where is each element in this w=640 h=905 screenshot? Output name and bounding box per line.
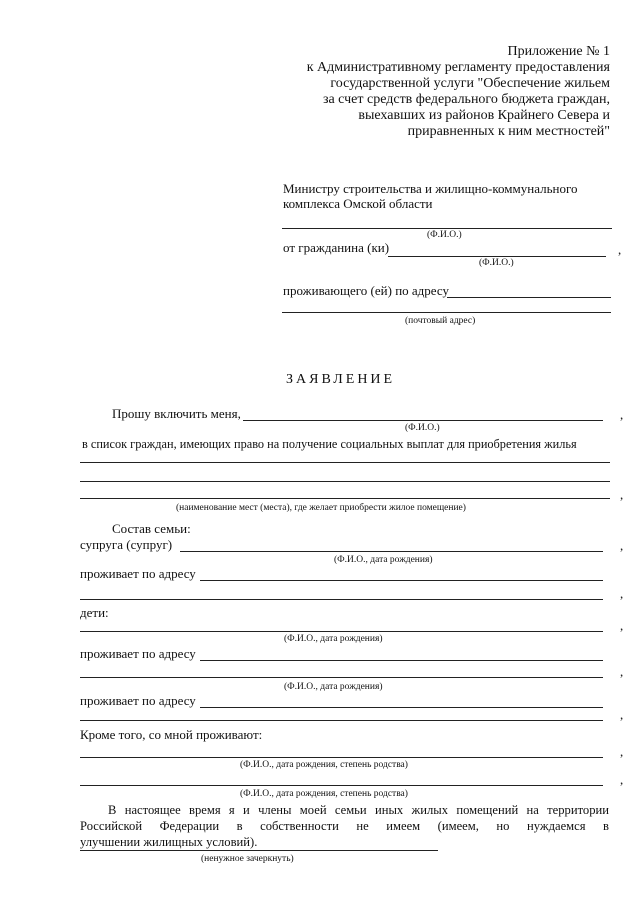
child2-address-field-2[interactable]	[80, 720, 603, 721]
addressee-fio-caption: (Ф.И.О.)	[427, 230, 462, 240]
relative2-comma: ,	[620, 772, 624, 787]
list-text: в список граждан, имеющих право на получение социальных выплат для приобретения жилья	[82, 437, 577, 451]
postal-address-field[interactable]	[282, 312, 611, 313]
place-field-2[interactable]	[80, 481, 610, 482]
spouse-comma: ,	[620, 538, 624, 553]
place-field-1[interactable]	[80, 462, 610, 463]
request-fio-field[interactable]	[243, 420, 603, 421]
addressee-fio-field[interactable]	[282, 228, 612, 229]
appendix-line: к Административному регламенту предоставления	[306, 60, 610, 75]
family-heading: Состав семьи:	[112, 521, 191, 536]
spouse-address-comma: ,	[620, 586, 624, 601]
child2-address-field[interactable]	[200, 707, 603, 708]
child2-field[interactable]	[80, 677, 603, 678]
housing-underline	[80, 850, 438, 851]
addressee-line2: комплекса Омской области	[283, 196, 433, 211]
spouse-address-field[interactable]	[200, 580, 603, 581]
spouse-caption: (Ф.И.О., дата рождения)	[334, 555, 433, 565]
spouse-field[interactable]	[180, 551, 603, 552]
request-caption: (Ф.И.О.)	[405, 423, 440, 433]
spouse-label: супруга (супруг)	[80, 537, 173, 552]
statement-title: ЗАЯВЛЕНИЕ	[286, 372, 396, 387]
place-field-3[interactable]	[80, 498, 610, 499]
child2-caption: (Ф.И.О., дата рождения)	[284, 682, 383, 692]
from-comma: ,	[618, 242, 622, 257]
children-label: дети:	[80, 605, 109, 620]
addressee-line1: Министру строительства и жилищно-коммунального	[283, 181, 578, 196]
child1-address-field[interactable]	[200, 660, 603, 661]
child2-address-comma: ,	[620, 707, 624, 722]
spouse-address-field-2[interactable]	[80, 599, 603, 600]
spouse-address-label: проживает по адресу	[80, 566, 196, 581]
relative2-field[interactable]	[80, 785, 603, 786]
residing-label: проживающего (ей) по адресу	[283, 283, 449, 298]
housing-line3: улучшении жилищных условий).	[80, 835, 258, 849]
appendix-line: государственной услуги "Обеспечение жильем	[330, 76, 610, 91]
housing-line2: Российской Федерации в собственности не имеем (имеем, но нуждаемся в	[80, 819, 609, 833]
appendix-line: приравненных к ним местностей"	[407, 124, 610, 139]
place-comma: ,	[620, 487, 624, 502]
child2-comma: ,	[620, 664, 624, 679]
child2-address-label: проживает по адресу	[80, 693, 196, 708]
request-comma: ,	[620, 407, 624, 422]
request-label: Прошу включить меня,	[112, 406, 241, 421]
strike-caption: (ненужное зачеркнуть)	[201, 854, 294, 864]
child1-comma: ,	[620, 618, 624, 633]
appendix-block	[250, 44, 610, 140]
postal-caption: (почтовый адрес)	[405, 316, 476, 326]
housing-line1: В настоящее время я и члены моей семьи иных жилых помещений на территории	[108, 803, 609, 817]
from-label: от гражданина (ки)	[283, 240, 390, 255]
place-caption: (наименование мест (места), где желает приобрести жилое помещение)	[176, 503, 466, 513]
child1-caption: (Ф.И.О., дата рождения)	[284, 634, 383, 644]
residing-field[interactable]	[447, 297, 611, 298]
relative2-caption: (Ф.И.О., дата рождения, степень родства)	[240, 789, 408, 799]
child1-field[interactable]	[80, 631, 603, 632]
relative1-comma: ,	[620, 744, 624, 759]
relative1-caption: (Ф.И.О., дата рождения, степень родства)	[240, 760, 408, 770]
also-label: Кроме того, со мной проживают:	[80, 727, 263, 742]
appendix-line: выехавших из районов Крайнего Севера и	[358, 108, 610, 123]
from-caption: (Ф.И.О.)	[479, 258, 514, 268]
appendix-line: за счет средств федерального бюджета граждан,	[322, 92, 610, 107]
relative1-field[interactable]	[80, 757, 603, 758]
from-field[interactable]	[388, 256, 606, 257]
appendix-title: Приложение № 1	[507, 44, 610, 59]
child1-address-label: проживает по адресу	[80, 646, 196, 661]
